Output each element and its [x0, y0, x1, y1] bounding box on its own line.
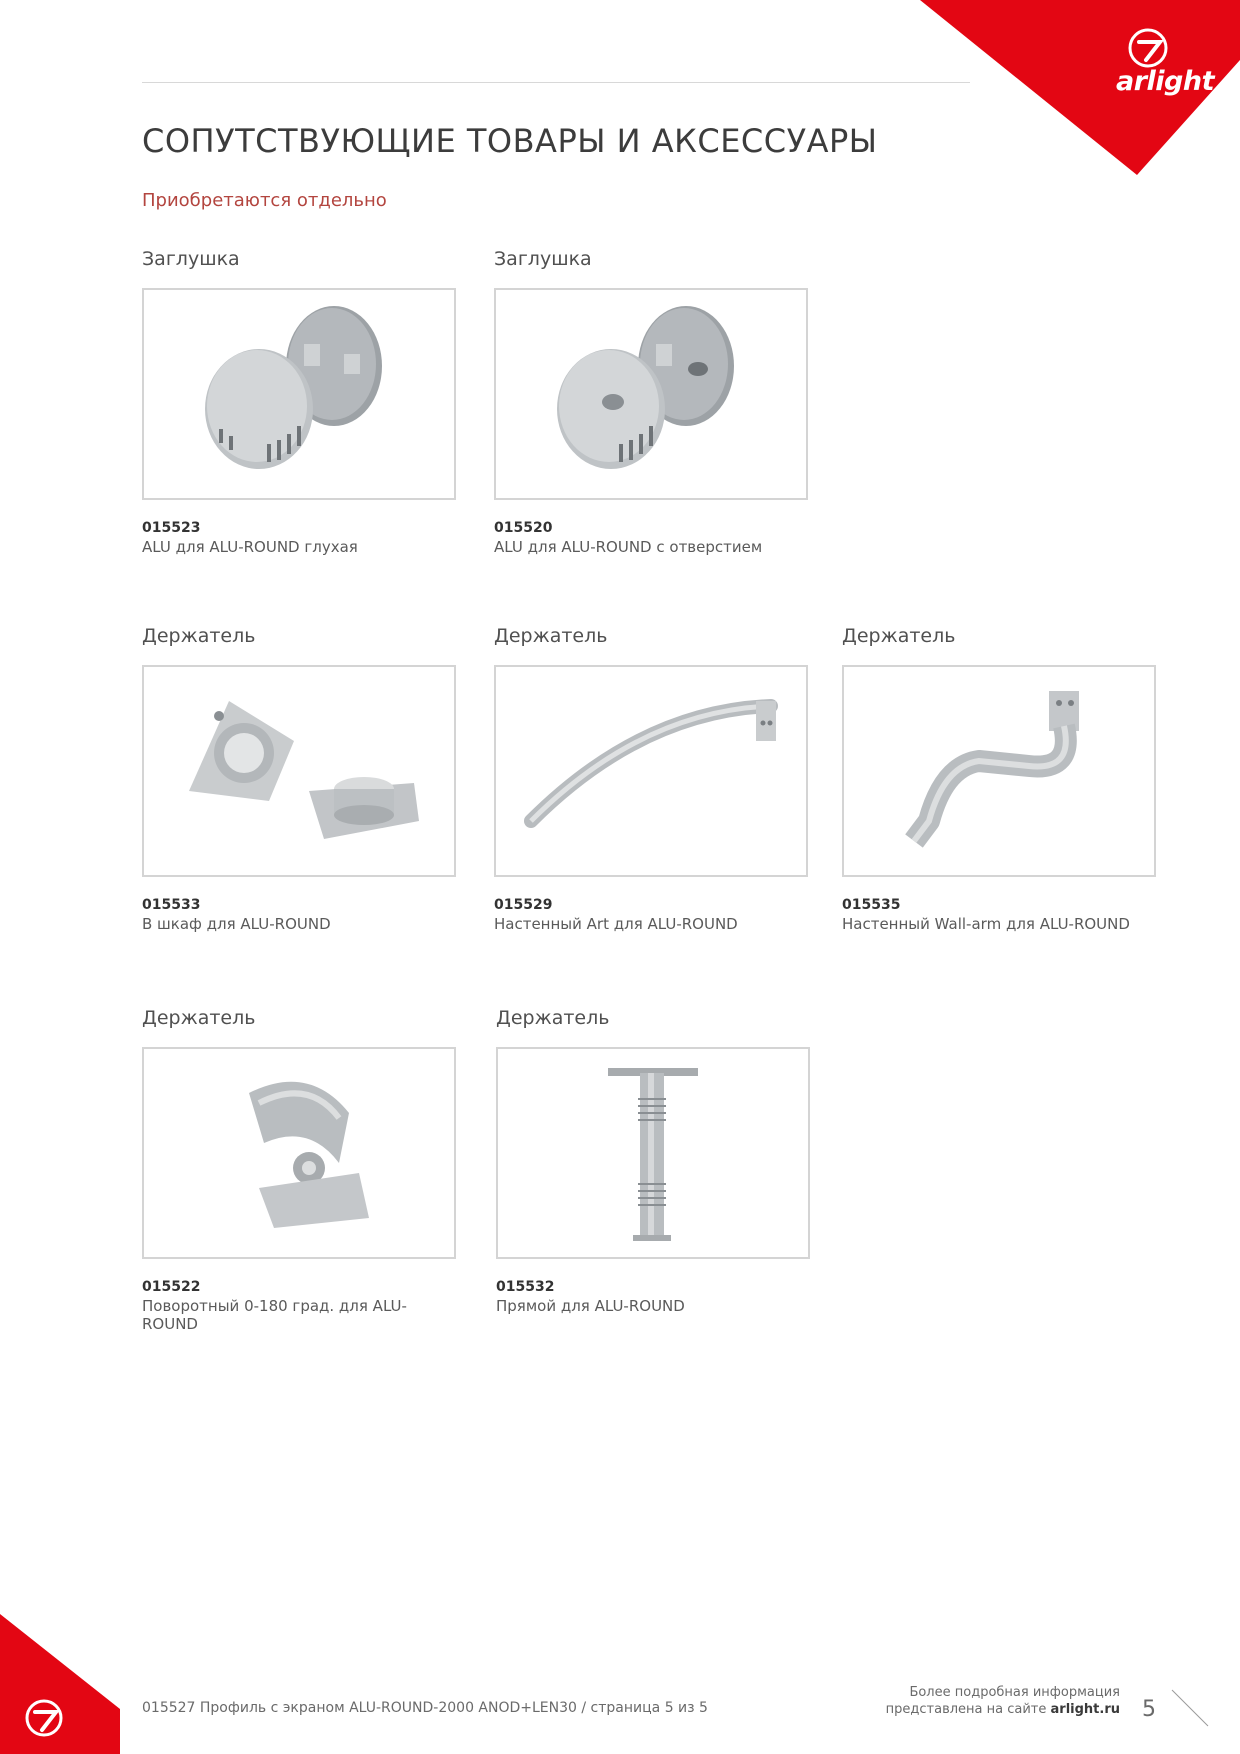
page-number: 5 [1142, 1697, 1156, 1722]
product-description: Прямой для ALU-ROUND [496, 1297, 685, 1315]
footer-document-reference: 015527 Профиль с экраном ALU-ROUND-2000 ANOD+LEN30 / страница 5 из 5 [142, 1700, 708, 1716]
product-code: 015522 [142, 1279, 201, 1295]
footer-site-link[interactable]: arlight.ru [1050, 1702, 1120, 1717]
product-card [142, 1007, 462, 1333]
page-corner-slash-icon [1168, 1686, 1212, 1730]
product-description: В шкаф для ALU-ROUND [142, 915, 331, 933]
product-category: Держатель [842, 625, 956, 647]
product-category: Держатель [496, 1007, 610, 1029]
straight-holder-icon [503, 1053, 803, 1253]
product-category: Заглушка [142, 248, 240, 270]
header-divider [142, 82, 970, 83]
brand-corner-bottom-left [0, 1614, 120, 1754]
wall-art-holder-icon [501, 671, 801, 871]
product-image-frame [494, 665, 808, 877]
product-card [142, 248, 462, 556]
product-image-frame [142, 288, 456, 500]
footer-info [886, 1684, 1120, 1718]
product-card [494, 248, 814, 556]
wall-arm-holder-icon [849, 671, 1149, 871]
product-category: Держатель [142, 625, 256, 647]
product-card [842, 625, 1162, 933]
product-code: 015520 [494, 520, 553, 536]
product-card [142, 625, 462, 933]
product-category: Держатель [494, 625, 608, 647]
product-code: 015533 [142, 897, 201, 913]
product-category: Держатель [142, 1007, 256, 1029]
page-title: СОПУТСТВУЮЩИЕ ТОВАРЫ И АКСЕССУАРЫ [142, 122, 878, 160]
product-card [496, 1007, 816, 1315]
page-subtitle: Приобретаются отдельно [142, 190, 387, 211]
product-image-frame [142, 665, 456, 877]
product-description: ALU для ALU-ROUND глухая [142, 538, 358, 556]
product-description: Настенный Wall-arm для ALU-ROUND [842, 915, 1130, 933]
product-image-frame [494, 288, 808, 500]
product-code: 015523 [142, 520, 201, 536]
product-image-frame [496, 1047, 810, 1259]
footer-info-line1: Более подробная информация [909, 1685, 1120, 1700]
product-card [494, 625, 814, 933]
product-description: Поворотный 0-180 град. для ALU-ROUND [142, 1297, 407, 1333]
product-code: 015529 [494, 897, 553, 913]
product-code: 015532 [496, 1279, 555, 1295]
product-category: Заглушка [494, 248, 592, 270]
cabinet-holder-icon [149, 671, 449, 871]
product-image-frame [142, 1047, 456, 1259]
end-cap-blind-icon [149, 294, 449, 494]
rotary-holder-icon [149, 1053, 449, 1253]
product-description: ALU для ALU-ROUND с отверстием [494, 538, 763, 556]
product-image-frame [842, 665, 1156, 877]
end-cap-hole-icon [501, 294, 801, 494]
product-description: Настенный Art для ALU-ROUND [494, 915, 738, 933]
footer-info-line2: представлена на сайте arlight.ru [885, 1702, 1120, 1717]
brand-logo-text: arlight [1115, 66, 1214, 97]
product-code: 015535 [842, 897, 901, 913]
